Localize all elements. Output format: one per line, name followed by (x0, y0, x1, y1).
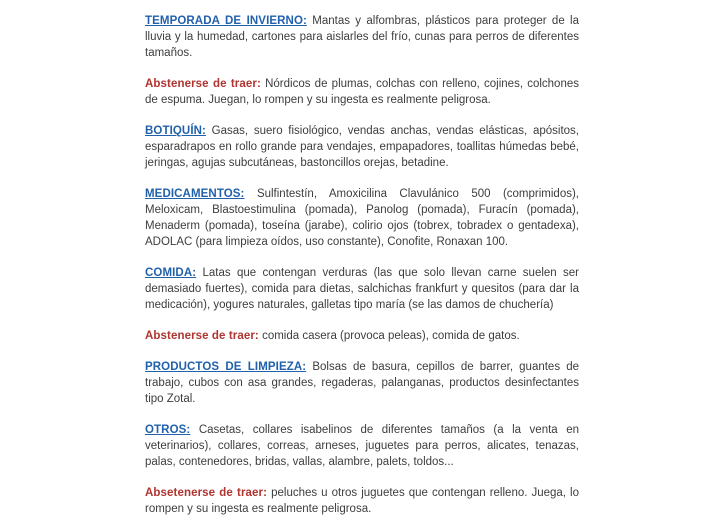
section-body-text: Casetas, collares isabelinos de diferentes tamaños (a la venta en veterinarios), collares, correas, arneses, juguetes para perros, alicates, tenazas, palas, contenedores, bridas, vallas, alambre, palets, toldos... (145, 424, 579, 468)
section-body-text: Sulfintestín, Amoxicilina Clavulánico 500 (comprimidos), Meloxicam, Blastoestimulina (pomada), Panolog (pomada), Furacín (pomada), Menaderm (pomada), toseína (jarabe), colirio ojos (tobrex, tobradex o gentadexa), ADOLAC (para limpieza oídos, uso constante), Conofite, Ronaxan 100. (145, 188, 579, 248)
section-heading: TEMPORADA DE INVIERNO: (145, 15, 307, 27)
section-heading: OTROS: (145, 424, 191, 436)
section-body-text: Mantas y alfombras, plásticos para proteger de la lluvia y la humedad, cartones para aislarles del frío, cunas para perros de diferentes tamaños. (145, 15, 580, 59)
warning-paragraph (145, 328, 579, 344)
section-paragraph (145, 13, 579, 61)
warning-heading: Abstenerse de traer: (145, 330, 259, 342)
section-body-text: Bolsas de basura, cepillos de barrer, guantes de trabajo, cubos con asa grandes, regaderas, palanganas, productos desinfectantes tipo Zotal. (145, 361, 580, 405)
warning-paragraph (145, 76, 579, 108)
section-heading: MEDICAMENTOS: (145, 188, 245, 200)
section-paragraph (145, 186, 579, 250)
warning-paragraph (145, 485, 579, 517)
section-paragraph (145, 422, 579, 470)
section-body-text: Gasas, suero fisiológico, vendas anchas, vendas elásticas, apósitos, esparadrapos en rollo grande para vendajes, empapadores, toallitas húmedas bebé, jeringas, agujas subcutáneas, bastoncillos orejas, betadine. (145, 125, 579, 169)
section-body-text: comida casera (provoca peleas), comida de gatos. (262, 330, 520, 342)
section-heading: COMIDA: (145, 267, 197, 279)
document-text-column (145, 13, 579, 517)
section-body-text: peluches u otros juguetes que contengan relleno. Juega, lo rompen y su ingesta es realmente peligrosa. (145, 487, 579, 515)
section-body-text: Latas que contengan verduras (las que solo llevan carne suelen ser demasiado fuertes), comida para dietas, salchichas frankfurt y quesitos (para dar la medicación), yogures naturales, galletas tipo maría (se las damos de chuchería) (145, 267, 579, 311)
warning-heading: Absetenerse de traer: (145, 487, 268, 499)
warning-heading: Abstenerse de traer: (145, 78, 261, 90)
section-heading: BOTIQUÍN: (145, 125, 206, 137)
section-paragraph (145, 123, 579, 171)
section-paragraph (145, 265, 579, 313)
section-body-text: Nórdicos de plumas, colchas con relleno, cojines, colchones de espuma. Juegan, lo rompen y su ingesta es realmente peligrosa. (145, 78, 579, 106)
section-heading: PRODUCTOS DE LIMPIEZA: (145, 361, 307, 373)
section-paragraph (145, 359, 579, 407)
